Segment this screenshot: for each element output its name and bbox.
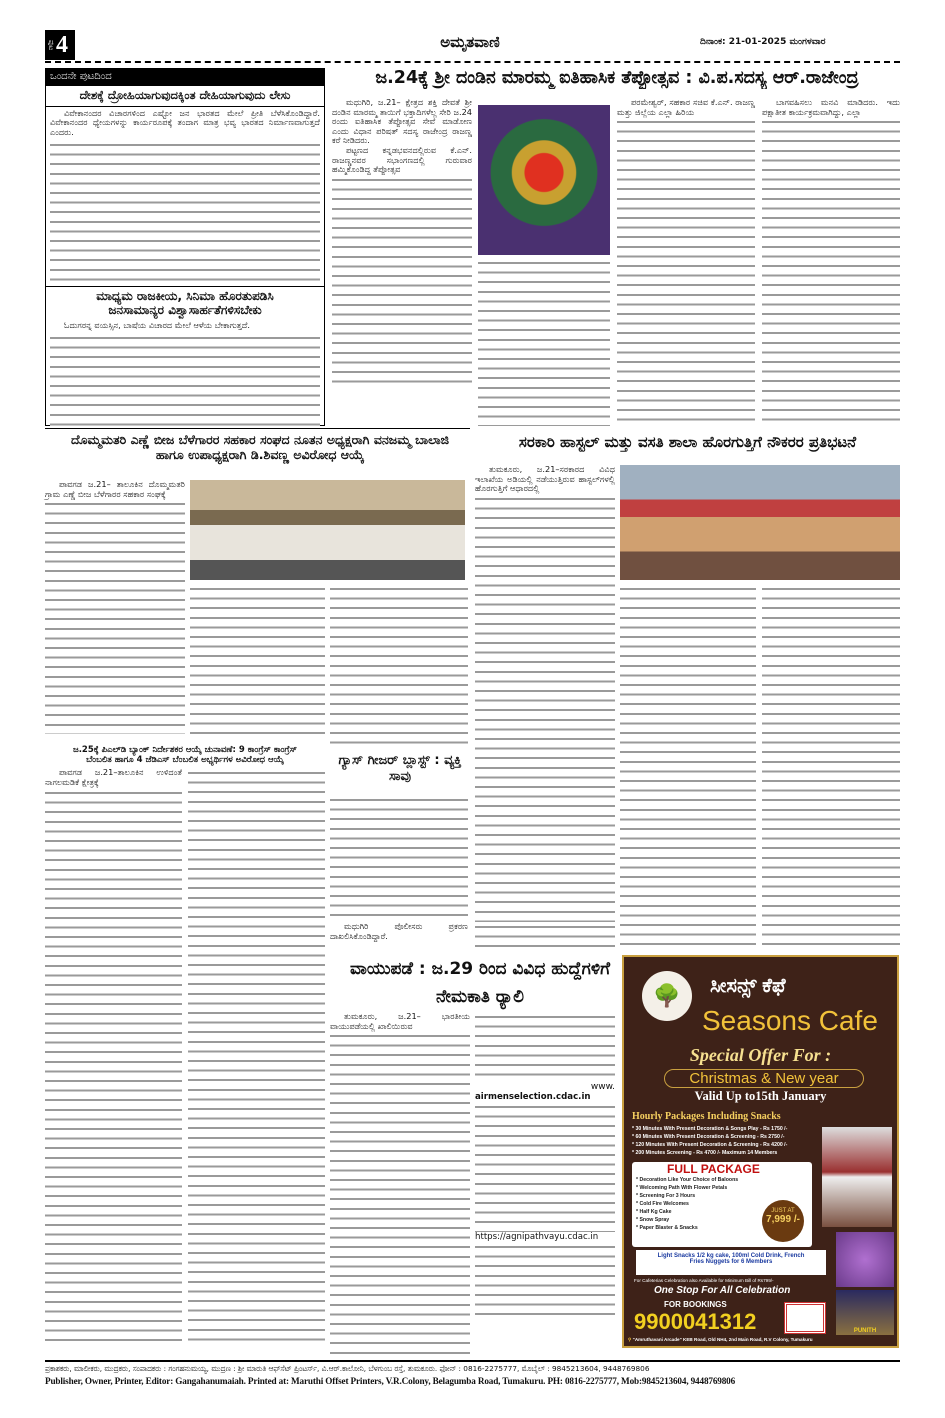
paper-title: ಅಮೃತವಾಣಿ — [440, 33, 500, 51]
validity: Valid Up to15th January — [694, 1089, 827, 1103]
story-body — [190, 584, 325, 740]
lead-column-1 — [332, 98, 472, 426]
cafeteria-note: For Cafeterias Celebration also Available for Minimum Bill of Rs799/- — [634, 1278, 774, 1283]
page-number: 4 — [56, 31, 68, 58]
story-body — [45, 788, 182, 1343]
page-number-box — [45, 30, 75, 60]
seasons-cafe-ad — [622, 955, 899, 1348]
package-item: * Paper Blaster & Snacks — [636, 1225, 698, 1231]
header-divider — [45, 61, 900, 63]
package-item: * 200 Minutes Screening - Rs 4700 /- Maximum 14 Members — [632, 1150, 778, 1156]
lead-text: ಮಧುಗಿರಿ, ಜ.21– ಕ್ಷೇತ್ರದ ಶಕ್ತಿ ದೇವತೆ ಶ್ರೀ ದಂಡಿನ ಮಾರಮ್ಮ ತಾಯಿಗೆ ಭಕ್ತಾದಿಗಳೆಲ್ಲ ಸೇರಿ ಜ.24 ರಂದು ಐತಿಹಾಸಿಕ ತೆಪ್ಪೋತ್ಸವ ಸೇವೆ ಮಾಡೋಣ ಎಂದು ವಿಧಾನ ಪರಿಷತ್ ಸದಸ್ಯ ರಾಜೇಂದ್ರ ರಾಜಣ್ಣ ಕರೆ ನೀಡಿದರು. — [332, 97, 472, 146]
story-b-headline: ಸರಕಾರಿ ಹಾಸ್ಟಲ್ ಮತ್ತು ವಸತಿ ಶಾಲಾ ಹೊರಗುತ್ತಿಗೆ ನೌಕರರ ಪ್ರತಿಭಟನೆ — [518, 433, 857, 451]
story-text: ವಿವೇಕಾನಂದರ ವಿಚಾರಗಳಿಂದ ಎಷ್ಟೋ ಜನ ಭಾರತದ ಮೇಲೆ ಪ್ರೀತಿ ಬೆಳೆಸಿಕೊಂಡಿದ್ದಾರೆ. ವಿವೇಕಾನಂದರ ಧ್ಯೇಯಗಳನ್ನು ಕಾರ್ಯರೂಪಕ್ಕೆ ತಂದಾಗ ಮಾತ್ರ ಭವ್ಯ ಭಾರತದ ನಿರ್ಮಾಣವಾಗುತ್ತದೆ ಎಂದರು. — [50, 107, 320, 137]
section-label: ಒಂದನೇ ಪುಟದಿಂದ — [46, 69, 324, 86]
story-body — [330, 584, 468, 749]
package-item: * 120 Minutes With Present Decoration & Screening - Rs 4200 /- — [632, 1142, 788, 1148]
package-item: * Screening For 3 Hours — [636, 1193, 696, 1199]
issue-date: ದಿನಾಂಕ: 21-01-2025 ಮಂಗಳವಾರ — [700, 37, 826, 47]
imprint-kannada: ಪ್ರಕಾಶಕರು, ಮಾಲೀಕರು, ಮುದ್ರಕರು, ಸಂಪಾದಕರು : ಗಂಗಹನುಮಯ್ಯ, ಮುದ್ರಣ : ಶ್ರೀ ಮಾರುತಿ ಆಫ್‌ಸೆಟ್ ಪ್ರಿಂಟರ್ಸ್, ವಿ.ಆರ್.ಕಾಲೋನಿ, ಬೆಳಗುಂಬ ರಸ್ತೆ, ತುಮಕೂರು. ಫೋನ್ : 0816-2275777, ಮೊಬೈಲ್ : 9845213604, 9448769806 — [45, 1364, 650, 1373]
package-item: * 60 Minutes With Present Decoration & Screening - Rs 2750 /- — [632, 1134, 785, 1140]
story-body — [330, 795, 468, 920]
story-title: ದೇಶಕ್ಕೆ ದ್ರೋಹಿಯಾಗುವುದಕ್ಕಿಂತ ದೇಹಿಯಾಗುವುದು ಲೇಸು — [46, 86, 324, 107]
story-body — [762, 584, 900, 949]
address — [628, 1337, 813, 1343]
brand-name: Seasons Cafe — [702, 1005, 878, 1036]
lead-text: ಪಟ್ಟಣದ ಕನ್ನಡಭವನದಲ್ಲಿರುವ ಕೆ.ಎನ್. ರಾಜಣ್ಣನವರ ಸಭಾಂಗಣದಲ್ಲಿ ಗುರುವಾರ ಹಮ್ಮಿಕೊಂಡಿದ್ದ ತೆಪ್ಪೋತ್ಸವ — [332, 144, 472, 175]
office-bearers-photo — [190, 480, 465, 580]
story-d-headline: ಗ್ಯಾಸ್ ಗೀಜರ್ ಬ್ಲಾಸ್ಟ್ : ವ್ಯಕ್ತಿ ಸಾವು — [338, 753, 462, 784]
goddess-photo — [478, 105, 610, 255]
lead-column-4 — [762, 98, 900, 422]
price-badge — [762, 1200, 804, 1242]
lead-body — [478, 258, 610, 426]
lead-body — [617, 117, 755, 422]
story-c-text: ಪಾವಗಡ ಜ.21–ತಾಲೂಕಿನ ಉಳಿದಂತೆ ನಾಗಲಮಡಿಕೆ ಕ್ಷೇತ್ರಕ್ಕೆ — [45, 767, 182, 787]
price-label: JUST AT — [771, 1208, 795, 1214]
lead-headline: ಜ.24ಕ್ಕೆ ಶ್ರೀ ದಂಡಿನ ಮಾರಮ್ಮ ಐತಿಹಾಸಿಕ ತೆಪ್ಪೋತ್ಸವ : ವಿ.ಪ.ಸದಸ್ಯ ಆರ್.ರಾಜೇಂದ್ರ — [375, 68, 859, 88]
story-body — [330, 1031, 470, 1356]
stage-photo — [836, 1290, 894, 1335]
package-item: * 30 Minutes With Present Decoration & Songs Play - Rs 1750 /- — [632, 1126, 788, 1132]
story-b-column — [475, 465, 615, 949]
package-item: * Cold Fire Welcomes — [636, 1201, 689, 1207]
qr-code — [784, 1302, 826, 1334]
story-body — [475, 1242, 615, 1322]
package-item: * Snow Spray — [636, 1217, 670, 1223]
story-body — [50, 333, 320, 431]
full-package-box — [632, 1162, 812, 1247]
story-a-headline: ದೊಮ್ಮಮತರಿ ಎಣ್ಣೆ ಬೀಜ ಬೆಳೆಗಾರರ ಸಹಕಾರ ಸಂಘದ ನೂತನ ಅಧ್ಯಕ್ಷರಾಗಿ ವನಜಮ್ಮ ಬಾಲಾಜಿ ಹಾಗೂ ಉಪಾಧ್ಯಕ್ಷರಾಗಿ ಡಿ.ಶಿವಣ್ಣ ಅವಿರೋಧ ಆಯ್ಕೆ — [70, 432, 450, 462]
price: 7,999 /- — [766, 1214, 800, 1225]
story-b-text: ತುಮಕೂರು, ಜ.21–ಸರಕಾರದ ವಿವಿಧ ಇಲಾಖೆಯ ಅಡಿಯಲ್ಲಿ ನಡೆಯುತ್ತಿರುವ ಹಾಸ್ಟಲ್‌ಗಳಲ್ಲಿ ಹೊರಗುತ್ತಿಗೆ ಆಧಾರದಲ್ಲಿ — [475, 464, 615, 494]
lead-body — [332, 175, 472, 385]
story-body — [188, 768, 325, 1343]
booking-phone: 9900041312 — [634, 1309, 757, 1334]
package-item: * Decoration Like Your Choice of Baloons — [636, 1177, 739, 1183]
full-package-title: FULL PACKAGE — [667, 1162, 760, 1176]
continued-section — [45, 68, 325, 426]
story-c-headline: ಜ.25ಕ್ಕೆ ಪಿಎಲ್‌ಡಿ ಬ್ಯಾಂಕ್ ನಿರ್ದೇಶಕರ ಆಯ್ಕೆ ಚುನಾವಣೆ: 9 ಕಾಂಗ್ರೆಸ್ ಕಾಂಗ್ರೆಸ್ — [72, 745, 297, 755]
snacks-text: Light Snacks 1/2 kg cake, 100ml Cold Drink, French Fries Nuggets for 6 Members — [636, 1250, 826, 1275]
offer-title: Special Offer For : — [689, 1045, 832, 1065]
page-label: ಪುಟ — [47, 39, 55, 51]
lead-column-3 — [617, 98, 755, 422]
lead-body — [762, 117, 900, 422]
balloon-photo — [836, 1232, 894, 1287]
story-e-headline: ವಾಯುಪಡೆ : ಜ.29 ರಿಂದ ವಿವಿಧ ಹುದ್ದೆಗಳಿಗೆ ನೇಮಕಾತಿ ರ್‍ಯಾಲಿ — [350, 959, 610, 1007]
story-c-headline: ಬೆಂಬಲಿತ ಹಾಗೂ 4 ಜೆಡಿಎಸ್ ಬೆಂಬಲಿತ ಅಭ್ಯರ್ಥಿಗಳ ಅವಿರೋಧ ಆಯ್ಕೆ — [86, 755, 284, 766]
link[interactable]: www. — [590, 1082, 615, 1092]
link[interactable]: https://agnipathvayu.cdac.in — [475, 1232, 599, 1242]
decor-photo — [822, 1127, 892, 1227]
package-item: * Welcoming Path With Flower Petals — [636, 1185, 728, 1191]
story-e-column — [330, 1012, 470, 1356]
story-body — [475, 922, 615, 952]
bookings-label: FOR BOOKINGS — [664, 1300, 727, 1309]
protest-photo — [620, 465, 900, 580]
lead-text: ಬಾಗವಹಿಸಲು ಮನವಿ ಮಾಡಿದರು. ಇದು ಪಕ್ಷಾತೀತ ಕಾರ್ಯಕ್ರಮವಾಗಿದ್ದು, ಎಲ್ಲಾ — [762, 97, 900, 117]
imprint-english: Publisher, Owner, Printer, Editor: Gangahanumaiah. Printed at: Maruthi Offset Printers, V.R.Colony, Belagumba Road, Tumakuru. PH: 0816-2275777, Mob:9845213604, 9448769806 — [45, 1376, 736, 1386]
story-a-column — [45, 480, 185, 734]
hourly-packages — [632, 1125, 822, 1157]
story-body — [475, 1102, 615, 1232]
tagline: One Stop For All Celebration — [654, 1285, 791, 1296]
story-text: ಓದುಗರನ್ನ ವಯಸ್ಸಿನ, ಬಾಷೆಯ ವಿಚಾರದ ಮೇಲೆ ಆಳೆಯ ಬೇಕಾಗುತ್ತದೆ. — [64, 320, 250, 331]
brand-kannada: ಸೀಸನ್ಸ್ ಕೆಫೆ — [710, 975, 786, 997]
cafe-logo: 🌳 — [642, 971, 692, 1021]
story-body — [475, 1012, 615, 1082]
story-e-text: ತುಮಕೂರು, ಜ.21– ಭಾರತೀಯ ವಾಯುಪಡೆಯಲ್ಲಿ ಖಾಲಿಯಿರುವ — [330, 1011, 470, 1031]
story-a-text: ಪಾವಗಡ ಜ.21– ತಾಲೂಕಿನ ದೊಮ್ಮಮತರಿ ಗ್ರಾಮ ಎಣ್ಣೆ ಬೀಜ ಬೆಳೆಗಾರರ ಸಹಕಾರ ಸಂಘಕ್ಕೆ — [45, 479, 185, 499]
story-body — [475, 494, 615, 949]
lead-text: ಪರಮೇಶ್ವರ್, ಸಹಕಾರ ಸಚಿವ ಕೆ.ಎನ್. ರಾಜಣ್ಣ ಮತ್ತು ಜಿಲ್ಲೆಯ ಎಲ್ಲಾ ಹಿರಿಯ — [617, 97, 755, 117]
story-d-text: ಮಧುಗಿರಿ ಪೊಲೀಸರು ಪ್ರಕರಣ ದಾಖಲಿಸಿಕೊಂಡಿದ್ದಾರೆ. — [330, 921, 468, 941]
story-body — [620, 584, 756, 949]
link[interactable]: airmenselection.cdac.in — [475, 1092, 591, 1102]
address-text: "Amruthavani Arcade" KEB Road, Old NH4, 2nd Main Road, R.V Colony, Tumakuru — [632, 1337, 813, 1342]
story-e-column-2 — [475, 1012, 615, 1322]
story-title: ಮಾಧ್ಯಮ ರಾಜಕೀಯ, ಸಿನಿಮಾ ಹೊರತುಪಡಿಸಿ ಜನಸಾಮಾನ್ಯರ ವಿಶ್ವಾಸಾರ್ಹತೆಗಳಿಸಬೇಕು — [46, 286, 324, 320]
package-item: * Half Kg Cake — [636, 1209, 672, 1215]
story-body — [50, 140, 320, 286]
occasion: Christmas & New year — [664, 1069, 864, 1088]
hourly-title: Hourly Packages Including Snacks — [632, 1111, 781, 1122]
photo-label: PUNITH — [853, 1328, 877, 1334]
location-pin-icon: ⚲ — [628, 1337, 633, 1342]
story-c — [45, 745, 325, 1343]
story-body — [45, 499, 185, 734]
